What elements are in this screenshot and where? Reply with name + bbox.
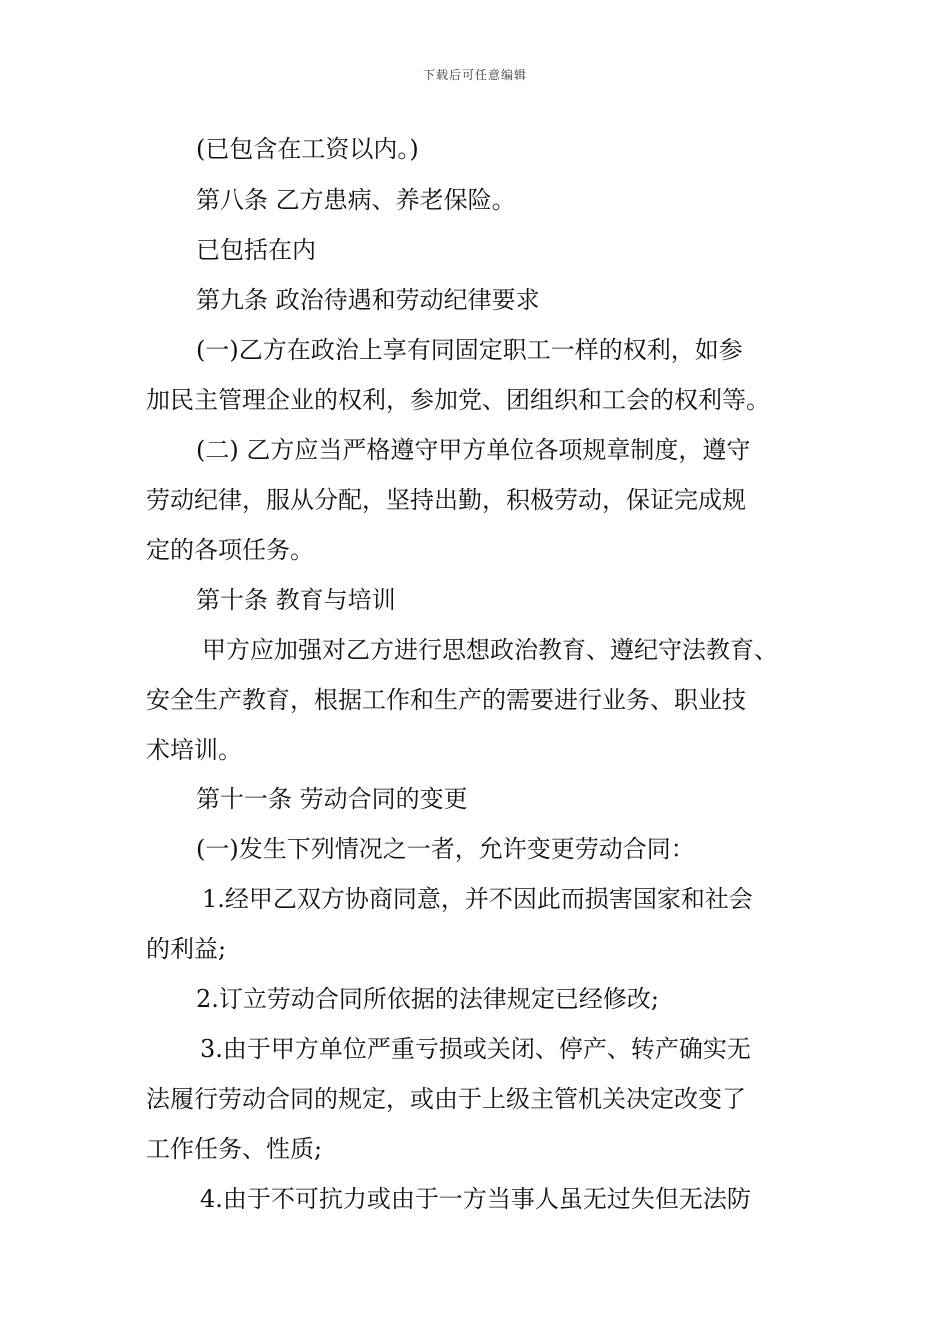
text-line-9: 定的各项任务。 xyxy=(146,536,314,564)
text-line-3: 已包括在内 xyxy=(196,236,316,264)
text-line-10: 第十条 教育与培训 xyxy=(196,586,396,614)
text-line-15: (一)发生下列情况之一者，允许变更劳动合同： xyxy=(196,835,695,863)
text-line-1: (已包含在工资以内。) xyxy=(196,135,419,163)
text-line-16: 1.经甲乙双方协商同意，并不因此而损害国家和社会 xyxy=(202,885,753,913)
text-line-6: 加民主管理企业的权利，参加党、团组织和工会的权利等。 xyxy=(146,386,770,414)
header-note: 下载后可任意编辑 xyxy=(422,68,527,82)
text-line-4: 第九条 政治待遇和劳动纪律要求 xyxy=(196,286,540,314)
text-line-7: (二) 乙方应当严格遵守甲方单位各项规章制度，遵守 xyxy=(196,436,751,464)
text-line-21: 工作任务、性质; xyxy=(146,1135,323,1163)
text-line-18: 2.订立劳动合同所依据的法律规定已经修改; xyxy=(196,985,659,1013)
text-line-14: 第十一条 劳动合同的变更 xyxy=(196,785,468,813)
text-line-2: 第八条 乙方患病、养老保险。 xyxy=(196,186,516,214)
text-line-5: (一)乙方在政治上享有同固定职工一样的权利，如参 xyxy=(196,336,743,364)
text-line-19: 3.由于甲方单位严重亏损或关闭、停产、转产确实无 xyxy=(200,1035,751,1063)
text-line-12: 安全生产教育，根据工作和生产的需要进行业务、职业技 xyxy=(146,686,746,714)
text-line-13: 术培训。 xyxy=(146,736,242,764)
text-line-22: 4.由于不可抗力或由于一方当事人虽无过失但无法防 xyxy=(200,1185,751,1213)
text-line-17: 的利益; xyxy=(146,935,227,963)
text-line-8: 劳动纪律，服从分配，坚持出勤，积极劳动，保证完成规 xyxy=(146,486,746,514)
text-line-11: 甲方应加强对乙方进行思想政治教育、遵纪守法教育、 xyxy=(202,636,778,664)
text-line-20: 法履行劳动合同的规定，或由于上级主管机关决定改变了 xyxy=(146,1085,746,1113)
